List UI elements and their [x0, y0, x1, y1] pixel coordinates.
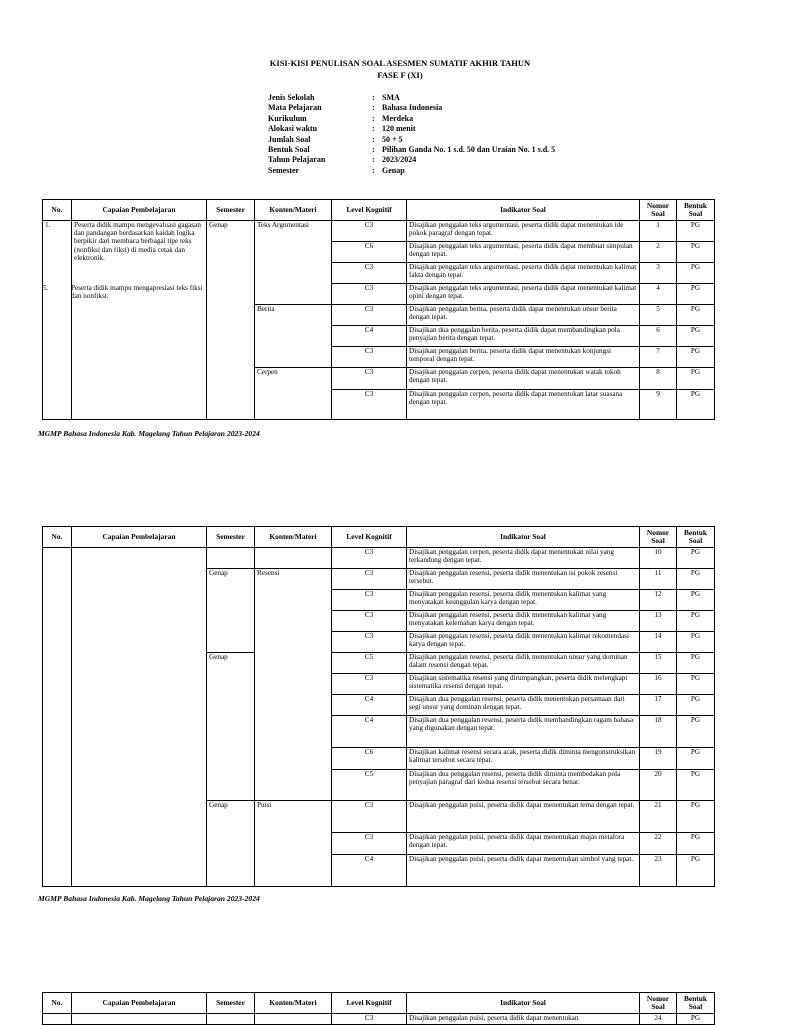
konten-cell — [255, 1014, 332, 1025]
header-bentuk — [677, 527, 715, 548]
info-row — [268, 114, 555, 124]
header-bentuk-1: Bentuk — [683, 201, 707, 210]
level-cell: C4 — [332, 716, 407, 748]
nomor-cell: 18 — [640, 716, 677, 748]
header-level: Level Kognitif — [332, 993, 407, 1014]
header-bentuk-1: Bentuk — [683, 528, 707, 537]
nomor-cell: 15 — [640, 653, 677, 674]
indikator-cell: Disajikan dua penggalan resensi, peserta didik diminta membedakan pola penyajian paragraf dari kedua resensi tersebut secara benar. — [407, 770, 640, 801]
info-row — [268, 145, 555, 155]
nomor-cell: 5 — [640, 305, 677, 326]
indikator-cell: Disajikan kalimat resensi secara acak, peserta didik diminta mengonstruksikan kalimat tersebut secara tepat. — [407, 748, 640, 770]
bentuk-cell: PG — [677, 242, 715, 263]
indikator-cell: Disajikan penggalan resensi, peserta didik menentukan kalimat rekomendasi karya dengan tepat. — [407, 632, 640, 653]
kisi-table-3 — [42, 992, 715, 1025]
bentuk-cell: PG — [677, 263, 715, 284]
table-row — [43, 548, 715, 569]
cp-cell — [72, 548, 207, 887]
kisi-table-2 — [42, 526, 715, 887]
nomor-cell: 22 — [640, 833, 677, 855]
bentuk-cell: PG — [677, 284, 715, 305]
info-colon: : — [372, 165, 375, 175]
info-colon: : — [372, 93, 375, 102]
header-nomor-1: Nomor — [646, 201, 670, 210]
info-label: Tahun Pelajaran — [268, 155, 326, 165]
info-colon: : — [372, 124, 375, 134]
bentuk-cell: PG — [677, 748, 715, 770]
info-value: 2023/2024 — [382, 155, 417, 165]
indikator-cell: Disajikan sistematika resensi yang dirumpangkan, peserta didik melengkapi sistematika resensi dengan tepat. — [407, 674, 640, 695]
indikator-cell: Disajikan penggalan resensi, peserta didik menentukan kalimat yang menyatakan keunggulan karya dengan tepat. — [407, 590, 640, 611]
indikator-cell: Disajikan penggalan resensi, peserta didik menentukan unsur yang dominan dalam resensi dengan tepat. — [407, 653, 640, 674]
level-cell: C3 — [332, 1014, 407, 1025]
header-semester: Semester — [207, 993, 255, 1014]
cp-cell — [72, 1014, 207, 1025]
info-row — [268, 93, 555, 103]
cp-text: Peserta didik mampu mengapresiasi teks fiksi dan nonfiksi. — [71, 284, 203, 301]
level-cell: C4 — [332, 855, 407, 887]
header-level: Level Kognitif — [332, 527, 407, 548]
konten-cell: Puisi — [255, 801, 332, 887]
info-value: Genap — [382, 165, 405, 175]
bentuk-cell: PG — [677, 590, 715, 611]
nomor-cell: 3 — [640, 263, 677, 284]
indikator-cell: Disajikan penggalan cerpen, peserta didik dapat menentukan watak tokoh dengan tepat. — [407, 368, 640, 390]
level-cell: C3 — [332, 263, 407, 284]
header-cp: Capaian Pembelajaran — [72, 200, 207, 221]
info-label: Semester — [268, 165, 300, 175]
info-row — [268, 135, 555, 145]
kisi-table-1 — [42, 199, 715, 420]
cp-spacer — [74, 262, 204, 284]
cp-cell — [43, 221, 207, 420]
level-cell: C3 — [332, 368, 407, 390]
bentuk-cell: PG — [677, 674, 715, 695]
indikator-cell: Disajikan penggalan puisi, peserta didik dapat menentukan majas metafora dengan tepat. — [407, 833, 640, 855]
indikator-cell: Disajikan penggalan puisi, peserta didik dapat menentukan tema dengan tepat. — [407, 801, 640, 833]
level-cell: C5 — [332, 770, 407, 801]
header-nomor — [640, 200, 677, 221]
bentuk-cell: PG — [677, 305, 715, 326]
bentuk-cell: PG — [677, 368, 715, 390]
semester-cell: Genap — [207, 569, 255, 653]
table-header-row — [43, 200, 715, 221]
level-cell: C3 — [332, 221, 407, 242]
indikator-cell: Disajikan penggalan puisi, peserta didik dapat menentukan — [407, 1014, 640, 1025]
indikator-cell: Disajikan penggalan resensi, peserta didik menentukan kalimat yang menyatakan kelemahan karya dengan tepat. — [407, 611, 640, 632]
header-nomor — [640, 527, 677, 548]
info-value: 120 menit — [382, 124, 416, 134]
document-title: KISI-KISI PENULISAN SOAL ASESMEN SUMATIF AKHIR TAHUN — [269, 58, 531, 68]
semester-cell: Genap — [207, 653, 255, 801]
nomor-cell: 8 — [640, 368, 677, 390]
bentuk-cell: PG — [677, 390, 715, 420]
bentuk-cell: PG — [677, 548, 715, 569]
header-bentuk-2: Soal — [688, 536, 703, 545]
nomor-cell: 10 — [640, 548, 677, 569]
info-row — [268, 124, 555, 134]
info-row — [268, 103, 555, 113]
nomor-cell: 9 — [640, 390, 677, 420]
cp-number: 1. — [45, 221, 51, 229]
indikator-cell: Disajikan dua penggalan berita, peserta didik dapat membandingkan pola penyajian berita dengan tepat. — [407, 326, 640, 347]
level-cell: C3 — [332, 674, 407, 695]
info-value: Pilihan Ganda No. 1 s.d. 50 dan Uraian No. 1 s.d. 5 — [382, 145, 556, 155]
header-bentuk-2: Soal — [688, 209, 703, 218]
bentuk-cell: PG — [677, 221, 715, 242]
info-label: Jumlah Soal — [268, 134, 311, 144]
info-colon: : — [372, 113, 375, 123]
level-cell: C6 — [332, 748, 407, 770]
header-nomor-2: Soal — [651, 209, 665, 218]
nomor-cell: 4 — [640, 284, 677, 305]
nomor-cell: 13 — [640, 611, 677, 632]
header-indikator: Indikator Soal — [407, 993, 640, 1014]
nomor-cell: 24 — [640, 1014, 677, 1025]
page-footer: MGMP Bahasa Indonesia Kab. Magelang Tahun Pelajaran 2023-2024 — [38, 429, 260, 438]
header-konten: Konten/Materi — [255, 527, 332, 548]
level-cell: C3 — [332, 833, 407, 855]
info-row — [268, 166, 555, 176]
bentuk-cell: PG — [677, 326, 715, 347]
header-nomor — [640, 993, 677, 1014]
level-cell: C3 — [332, 284, 407, 305]
bentuk-cell: PG — [677, 695, 715, 716]
konten-cell: Teks Argumentasi — [255, 221, 332, 305]
page-footer: MGMP Bahasa Indonesia Kab. Magelang Tahun Pelajaran 2023-2024 — [38, 894, 260, 903]
table-row — [43, 1014, 715, 1025]
header-semester: Semester — [207, 527, 255, 548]
nomor-cell: 21 — [640, 801, 677, 833]
info-value: Merdeka — [382, 113, 414, 123]
level-cell: C3 — [332, 611, 407, 632]
header-bentuk — [677, 200, 715, 221]
indikator-cell: Disajikan penggalan berita, peserta didik dapat menentukan unsur berita dengan tepat. — [407, 305, 640, 326]
info-block — [268, 93, 555, 176]
header-no: No. — [43, 527, 72, 548]
level-cell: C3 — [332, 548, 407, 569]
info-value: Bahasa Indonesia — [382, 103, 443, 113]
level-cell: C3 — [332, 305, 407, 326]
level-cell: C3 — [332, 347, 407, 368]
header-cp: Capaian Pembelajaran — [72, 993, 207, 1014]
info-label: Mata Pelajaran — [268, 103, 322, 113]
header-indikator: Indikator Soal — [407, 527, 640, 548]
info-colon: : — [372, 103, 375, 113]
nomor-cell: 23 — [640, 855, 677, 887]
bentuk-cell: PG — [677, 716, 715, 748]
nomor-cell: 7 — [640, 347, 677, 368]
header-semester: Semester — [207, 200, 255, 221]
indikator-cell: Disajikan penggalan teks argumentasi, peserta didik dapat menentukan kalimat fakta dengan tepat. — [407, 263, 640, 284]
nomor-cell: 14 — [640, 632, 677, 653]
header-cp: Capaian Pembelajaran — [72, 527, 207, 548]
level-cell: C5 — [332, 653, 407, 674]
header-no: No. — [43, 200, 72, 221]
level-cell: C3 — [332, 569, 407, 590]
nomor-cell: 19 — [640, 748, 677, 770]
header-bentuk-1: Bentuk — [683, 994, 707, 1003]
nomor-cell: 6 — [640, 326, 677, 347]
indikator-cell: Disajikan penggalan berita, peserta didik dapat menentukan konjungsi temporal dengan tepat. — [407, 347, 640, 368]
semester-cell: Genap — [207, 221, 255, 420]
info-colon: : — [372, 155, 375, 165]
info-label: Kurikulum — [268, 113, 307, 123]
indikator-cell: Disajikan penggalan teks argumentasi, peserta didik dapat menentukan ide pokok paragraf dengan tepat. — [407, 221, 640, 242]
nomor-cell: 11 — [640, 569, 677, 590]
nomor-cell: 17 — [640, 695, 677, 716]
level-cell: C6 — [332, 242, 407, 263]
info-label: Alokasi waktu — [268, 124, 318, 134]
nomor-cell: 2 — [640, 242, 677, 263]
header-konten: Konten/Materi — [255, 200, 332, 221]
indikator-cell: Disajikan dua penggalan resensi, peserta didik menentukan persamaan dari segi unsur yang dominan dengan tepat. — [407, 695, 640, 716]
table-header-row — [43, 527, 715, 548]
bentuk-cell: PG — [677, 632, 715, 653]
table-row — [43, 221, 715, 242]
info-row — [268, 155, 555, 165]
header-bentuk-2: Soal — [688, 1002, 703, 1011]
level-cell: C3 — [332, 590, 407, 611]
level-cell: C3 — [332, 390, 407, 420]
semester-cell: Genap — [207, 801, 255, 887]
header-nomor-1: Nomor — [646, 528, 670, 537]
level-cell: C4 — [332, 326, 407, 347]
header-level: Level Kognitif — [332, 200, 407, 221]
indikator-cell: Disajikan penggalan cerpen, peserta didik dapat menentukan latar suasana dengan tepat. — [407, 390, 640, 420]
indikator-cell: Disajikan penggalan resensi, peserta didik menentukan isi pokok resensi tersebut. — [407, 569, 640, 590]
header-nomor-2: Soal — [651, 1002, 665, 1011]
bentuk-cell: PG — [677, 801, 715, 833]
cp-item — [43, 284, 204, 300]
indikator-cell: Disajikan penggalan teks argumentasi, peserta didik dapat membuat simpulan dengan tepat. — [407, 242, 640, 263]
konten-cell: Berita — [255, 305, 332, 368]
level-cell: C4 — [332, 695, 407, 716]
semester-cell — [207, 548, 255, 569]
cp-number: 5. — [43, 284, 49, 293]
nomor-cell: 16 — [640, 674, 677, 695]
indikator-cell: Disajikan penggalan teks argumentasi, peserta didik dapat menentukan kalimat opini dengan tepat. — [407, 284, 640, 305]
row-number-cell — [43, 1014, 72, 1025]
header-indikator: Indikator Soal — [407, 200, 640, 221]
info-label: Bentuk Soal — [268, 145, 310, 155]
indikator-cell: Disajikan penggalan puisi, peserta didik dapat menentukan simbol yang tepat. — [407, 855, 640, 887]
bentuk-cell: PG — [677, 1014, 715, 1025]
document-subtitle: FASE F (XI) — [377, 70, 423, 80]
nomor-cell: 20 — [640, 770, 677, 801]
bentuk-cell: PG — [677, 569, 715, 590]
header-bentuk — [677, 993, 715, 1014]
cp-text: Peserta didik mampu mengevaluasi gagasan dan pandangan berdasarkan kaidah logika berpikir dari membaca berbagai tipe teks (nonfiksi dan fiksi) di media cetak dan elektronik. — [74, 221, 201, 262]
table-header-row — [43, 993, 715, 1014]
nomor-cell: 12 — [640, 590, 677, 611]
semester-cell — [207, 1014, 255, 1025]
info-value: 50 + 5 — [382, 134, 403, 144]
row-number-cell — [43, 221, 72, 420]
info-label: Jenis Sekolah — [268, 93, 315, 102]
bentuk-cell: PG — [677, 611, 715, 632]
header-konten: Konten/Materi — [255, 993, 332, 1014]
row-number-cell — [43, 548, 72, 887]
info-colon: : — [372, 145, 375, 155]
nomor-cell: 1 — [640, 221, 677, 242]
level-cell: C3 — [332, 632, 407, 653]
konten-cell: Resensi — [255, 569, 332, 801]
bentuk-cell: PG — [677, 770, 715, 801]
bentuk-cell: PG — [677, 653, 715, 674]
info-value: SMA — [382, 93, 400, 102]
konten-cell: Cerpen — [255, 368, 332, 420]
bentuk-cell: PG — [677, 833, 715, 855]
bentuk-cell: PG — [677, 347, 715, 368]
header-nomor-1: Nomor — [646, 994, 670, 1003]
header-nomor-2: Soal — [651, 536, 665, 545]
bentuk-cell: PG — [677, 855, 715, 887]
header-no: No. — [43, 993, 72, 1014]
indikator-cell: Disajikan penggalan cerpen, peserta didik dapat menentukan nilai yang terkandung dengan tepat. — [407, 548, 640, 569]
info-colon: : — [372, 134, 375, 144]
level-cell: C3 — [332, 801, 407, 833]
indikator-cell: Disajikan dua penggalan resensi, peserta didik membandingkan ragam bahasa yang digunakan dengan tepat. — [407, 716, 640, 748]
konten-cell — [255, 548, 332, 569]
